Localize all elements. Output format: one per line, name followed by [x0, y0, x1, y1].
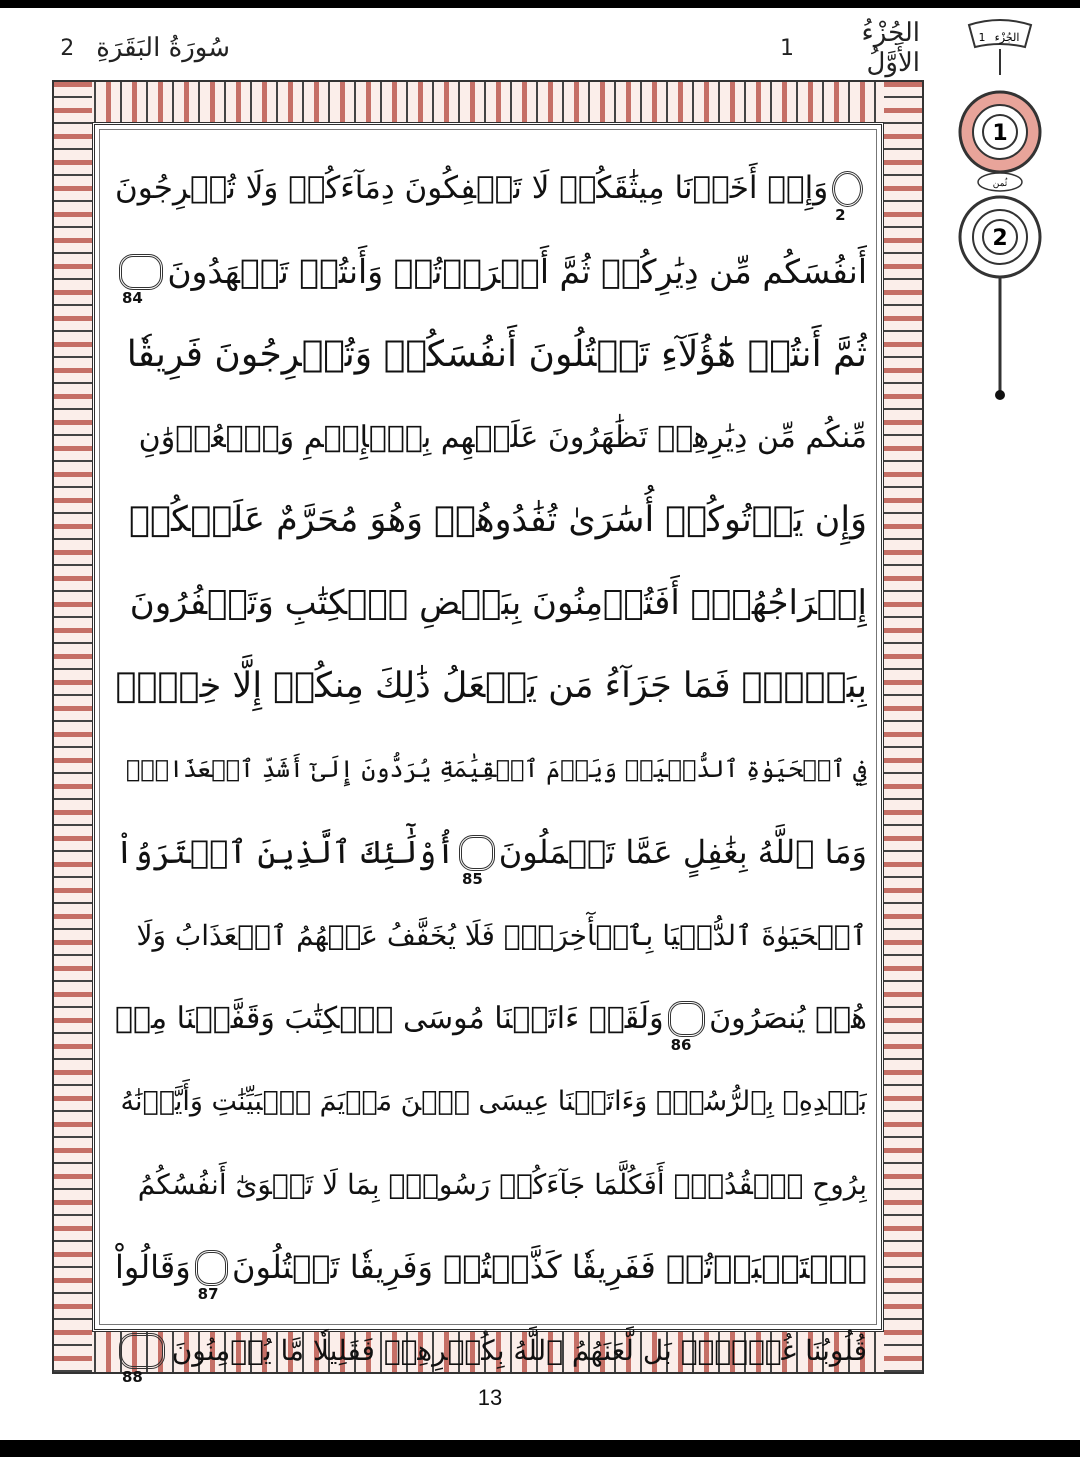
hizb-marker[interactable]	[955, 15, 1045, 405]
verse-lines	[115, 147, 867, 1386]
page-number: 13	[477, 1385, 503, 1410]
bottom-nav-bar	[0, 1440, 1080, 1457]
verse-text: بِبَعۡضٖۚ فَمَا جَزَآءُ مَن يَفۡعَلُ ذَٰلِكَ مِنكُمۡ إِلَّا خِزۡيٞ	[115, 666, 867, 706]
verse-text: إِخۡرَاجُهُمۡۚ أَفَتُؤۡمِنُونَ بِبَعۡضِ ٱلۡكِتَٰبِ وَتَكۡفُرُونَ	[129, 583, 867, 623]
verse-text: وَمَا ٱللَّهُ بِغَٰفِلٍ عَمَّا تَعۡمَلُونَ	[498, 833, 867, 871]
verse-text: ثُمَّ أَنتُمۡ هَٰٓؤُلَآءِ تَقۡتُلُونَ أَنفُسَكُمۡ وَتُخۡرِجُونَ فَرِيقٗا	[126, 334, 867, 375]
verse-line[interactable]	[115, 1143, 867, 1226]
ayah-number-marker: 87	[195, 1250, 228, 1286]
section-marker-icon: 2	[832, 171, 863, 207]
verse-line[interactable]	[115, 1060, 867, 1143]
verse-line[interactable]	[115, 147, 867, 230]
hizb-bottom-number: 2	[992, 226, 1008, 251]
verse-text: وَإِن يَأۡتُوكُمۡ أُسَٰرَىٰ تُفَٰدُوهُمۡ وَهُوَ مُحَرَّمٌ عَلَيۡكُمۡ	[129, 500, 867, 540]
juz-marker-label: الجُزْء	[994, 31, 1020, 44]
verse-text-continuation: وَقَالُواْ	[115, 1248, 191, 1286]
ayah-number-marker: 86	[668, 1001, 706, 1037]
juz-header	[780, 18, 920, 78]
verse-line[interactable]	[115, 1226, 867, 1309]
ayah-number-marker: 88	[119, 1333, 165, 1369]
verse-text: ٱلۡحَيَوٰةَ ٱلدُّنۡيَا بِٱلۡأٓخِرَةِۖ فَلَا يُخَفَّفُ عَنۡهُمُ ٱلۡعَذَابُ وَلَا	[136, 919, 867, 952]
thumn-label: ثُمن	[992, 179, 1008, 189]
verse-text: ٱسۡتَكۡبَرۡتُمۡ فَفَرِيقٗا كَذَّبۡتُمۡ وَفَرِيقٗا تَقۡتُلُونَ	[231, 1248, 867, 1286]
verse-text: بِرُوحِ ٱلۡقُدُسِۗ أَفَكُلَّمَا جَآءَكُمۡ رَسُولُۢ بِمَا لَا تَهۡوَىٰٓ أَنفُسُكُمُ	[137, 1168, 867, 1201]
border-ornament-top	[54, 82, 922, 122]
verse-text: هُمۡ يُنصَرُونَ	[709, 1001, 867, 1036]
verse-line[interactable]	[115, 313, 867, 396]
verse-text-continuation: أُوْلَٰٓئِكَ ٱلَّذِينَ ٱشۡتَرَوُاْ	[115, 833, 455, 871]
verse-text: بَعۡدِهِۦ بِٱلرُّسُلِۖ وَءَاتَيۡنَا عِيسَى ٱبۡنَ مَرۡيَمَ ٱلۡبَيِّنَٰتِ وَأَيَّدۡنَٰهُ	[120, 1086, 867, 1117]
verse-line[interactable]	[115, 230, 867, 313]
verse-line[interactable]	[115, 728, 867, 811]
verse-line[interactable]	[115, 479, 867, 562]
verse-text: وَإِذۡ أَخَذۡنَا مِيثَٰقَكُمۡ لَا تَسۡفِكُونَ دِمَآءَكُمۡ وَلَا تُخۡرِجُونَ	[115, 170, 829, 206]
verse-line[interactable]	[115, 811, 867, 894]
verse-line[interactable]	[115, 1309, 867, 1392]
surah-header	[60, 28, 230, 68]
verse-line[interactable]	[115, 977, 867, 1060]
surah-number: 2	[60, 35, 75, 61]
hizb-top-number: 1	[992, 121, 1008, 146]
verse-line[interactable]	[115, 894, 867, 977]
text-area	[92, 122, 884, 1386]
verse-line[interactable]	[115, 562, 867, 645]
verse-text: أَنفُسَكُم مِّن دِيَٰرِكُمۡ ثُمَّ أَقۡرَرۡتُمۡ وَأَنتُمۡ تَشۡهَدُونَ	[167, 252, 867, 291]
border-ornament-left	[54, 82, 92, 1372]
juz-name: الجُزْءُ الأَوَّلُ	[861, 18, 920, 78]
ayah-number-marker: 85	[459, 835, 495, 871]
border-ornament-right	[884, 82, 922, 1372]
verse-line[interactable]	[115, 396, 867, 479]
top-status-bar	[0, 0, 1080, 8]
verse-line[interactable]	[115, 645, 867, 728]
page-frame	[52, 80, 924, 1386]
verse-text: مِّنكُم مِّن دِيَٰرِهِمۡ تَظَٰهَرُونَ عَلَيۡهِم بِٱلۡإِثۡمِ وَٱلۡعُدۡوَٰنِ	[138, 420, 867, 455]
verse-text: فِي ٱلۡحَيَوٰةِ ٱلدُّنۡيَاۖ وَيَوۡمَ ٱلۡقِيَٰمَةِ يُرَدُّونَ إِلَىٰٓ أَشَدِّ ٱلۡعَذَابِۗ	[125, 755, 867, 783]
ayah-number-marker: 84	[119, 254, 163, 290]
verse-text: قُلُوبُنَا غُلۡفُۢۚ بَل لَّعَنَهُمُ ٱللَّهُ بِكُفۡرِهِمۡ فَقَلِيلٗا مَّا يُؤۡمِنُونَ	[171, 1334, 867, 1367]
juz-marker-number: 1	[978, 31, 986, 44]
surah-name: سُورَةُ البَقَرَةِ	[96, 33, 230, 63]
juz-number: 1	[780, 35, 794, 61]
verse-text-continuation: وَلَقَدۡ ءَاتَيۡنَا مُوسَى ٱلۡكِتَٰبَ وَقَفَّيۡنَا مِنۢ	[115, 1001, 664, 1036]
